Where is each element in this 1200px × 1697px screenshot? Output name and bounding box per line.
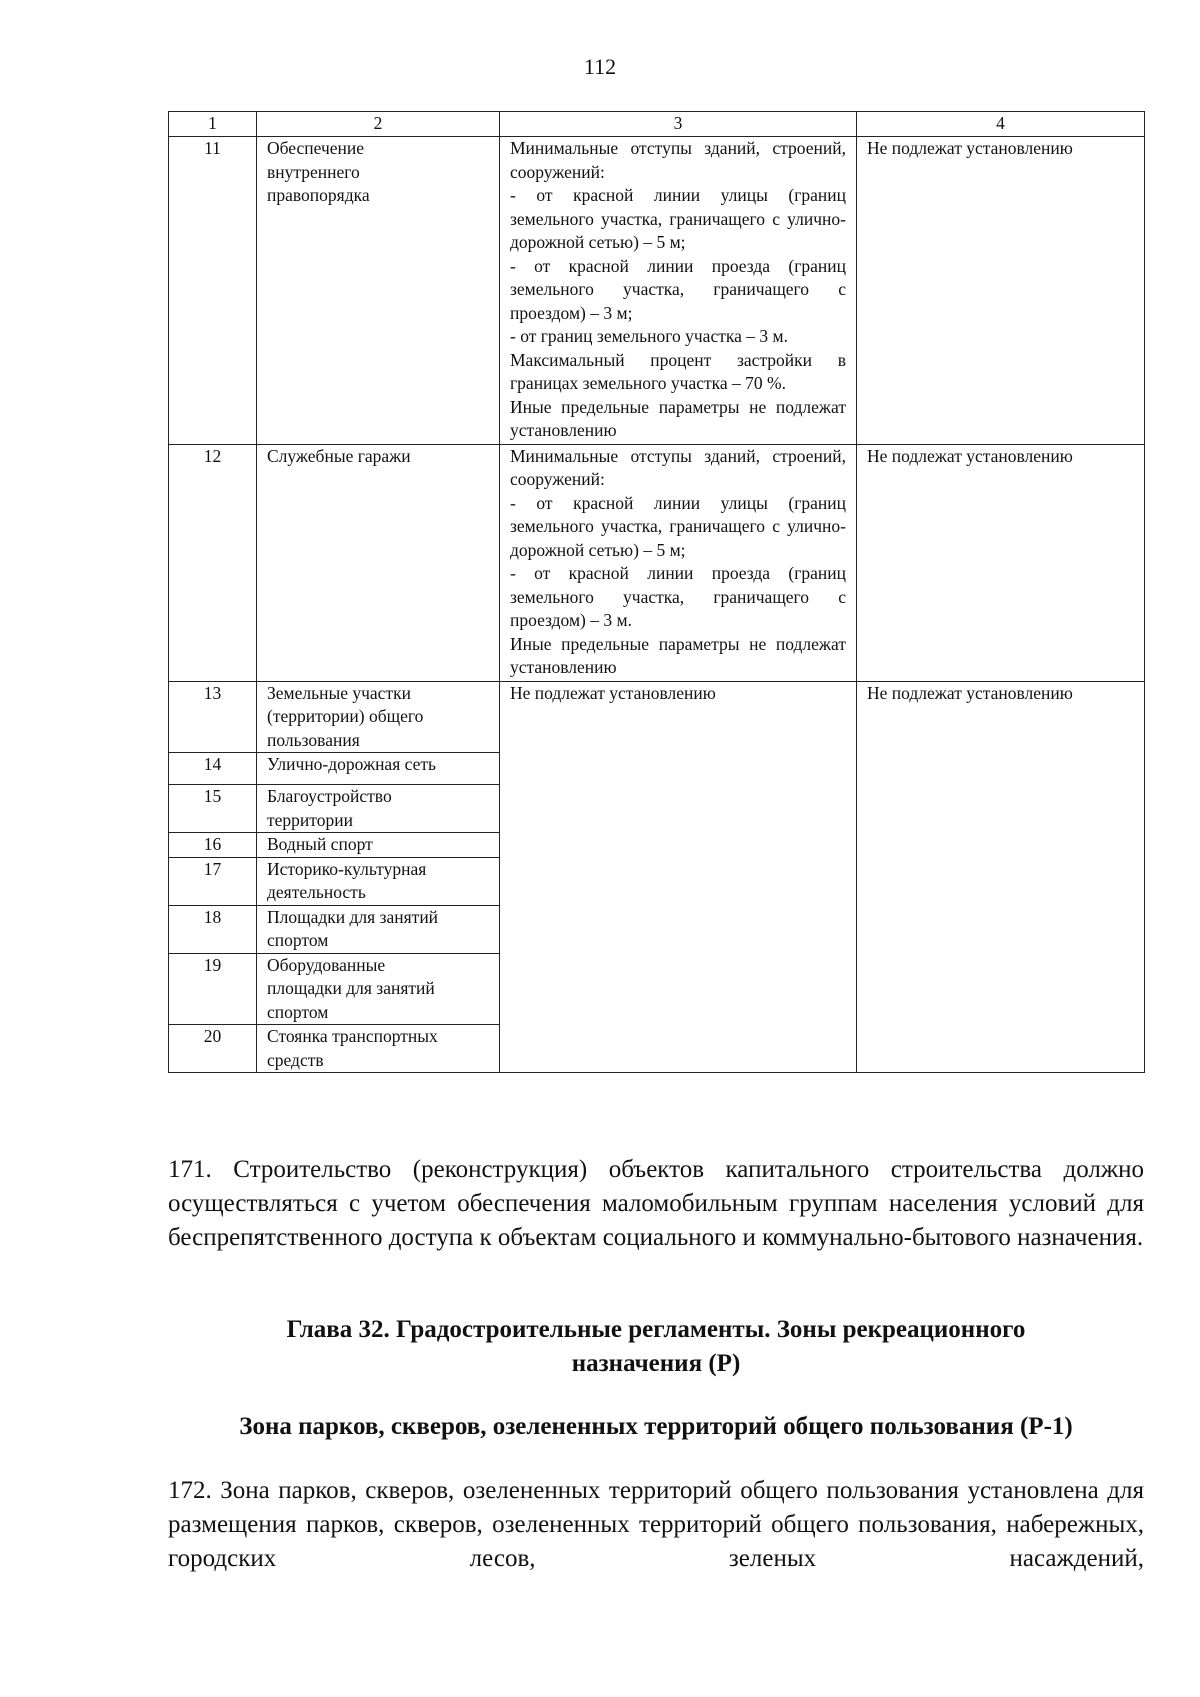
parameter-line: Минимальные отступы зданий, строений, сооружений: bbox=[510, 138, 846, 182]
row-number: 11 bbox=[169, 137, 257, 445]
parameter-line: - от красной линии улицы (границ земельного участка, граничащего с улично-дорожной сетью) – 5 м; bbox=[510, 185, 846, 252]
row-number: 18 bbox=[169, 905, 257, 953]
parameters-cell bbox=[500, 444, 857, 681]
parameter-line: Максимальный процент застройки в границах земельного участка – 70 %. bbox=[510, 349, 846, 393]
parameter-line: - от красной линии улицы (границ земельного участка, граничащего с улично-дорожной сетью) – 5 м; bbox=[510, 492, 846, 560]
column-header: 2 bbox=[257, 112, 500, 137]
parameter-line: - от красной линии проезда (границ земельного участка, граничащего с проездом) – 3 м. bbox=[510, 563, 846, 630]
group-limits-cell: Не подлежат установлению bbox=[857, 681, 1145, 1073]
use-type-name: Обеспечение внутреннего правопорядка bbox=[257, 137, 500, 445]
column-header: 3 bbox=[500, 112, 857, 137]
parameter-line: - от границ земельного участка – 3 м. bbox=[510, 326, 788, 346]
use-type-name: Стоянка транспортных средств bbox=[257, 1025, 500, 1073]
limits-cell: Не подлежат установлению bbox=[857, 137, 1145, 445]
row-number: 15 bbox=[169, 785, 257, 833]
regulations-table bbox=[168, 111, 1145, 1073]
row-number: 14 bbox=[169, 753, 257, 785]
use-type-name: Историко-культурная деятельность bbox=[257, 857, 500, 905]
zone-heading: Зона парков, скверов, озелененных территорий общего пользования (Р-1) bbox=[239, 1413, 1073, 1440]
row-number: 13 bbox=[169, 681, 257, 753]
page-number: 112 bbox=[583, 54, 617, 79]
use-type-name: Водный спорт bbox=[257, 833, 500, 858]
column-header: 4 bbox=[857, 112, 1145, 137]
use-type-name: Служебные гаражи bbox=[257, 444, 500, 681]
paragraph-171: 171. Строительство (реконструкция) объектов капитального строительства должно осуществляться с учетом обеспечения маломобильным группам населения условий для беспрепятственного доступа к объектам социального и коммунально-бытового назначения. bbox=[168, 1156, 1144, 1251]
parameter-line: - от красной линии проезда (границ земельного участка, граничащего с проездом) – 3 м; bbox=[510, 255, 846, 323]
use-type-name: Улично-дорожная сеть bbox=[257, 753, 500, 785]
use-type-name: Оборудованные площадки для занятий спортом bbox=[257, 953, 500, 1025]
use-type-name: Площадки для занятий спортом bbox=[257, 905, 500, 953]
row-number: 19 bbox=[169, 953, 257, 1025]
row-number: 20 bbox=[169, 1025, 257, 1073]
parameters-cell bbox=[500, 137, 857, 445]
column-header: 1 bbox=[169, 112, 257, 137]
parameter-line: Иные предельные параметры не подлежат установлению bbox=[510, 633, 846, 677]
row-number: 16 bbox=[169, 833, 257, 858]
use-type-name: Благоустройство территории bbox=[257, 785, 500, 833]
parameter-line: Иные предельные параметры не подлежат установлению bbox=[510, 396, 846, 440]
table-row bbox=[169, 444, 1145, 681]
chapter-heading: Глава 32. Градостроительные регламенты. Зоны рекреационного назначения (Р) bbox=[286, 1316, 1026, 1377]
parameter-line: Минимальные отступы зданий, строений, сооружений: bbox=[510, 445, 846, 489]
row-number: 12 bbox=[169, 444, 257, 681]
table-row bbox=[169, 137, 1145, 445]
row-number: 17 bbox=[169, 857, 257, 905]
table-header-row bbox=[169, 112, 1145, 137]
paragraph-172: 172. Зона парков, скверов, озелененных территорий общего пользования установлена для размещения парков, скверов, озелененных территорий общего пользования, набережных, городских лесов, зеленых насаждений, bbox=[168, 1477, 1144, 1572]
use-type-name: Земельные участки (территории) общего пользования bbox=[257, 681, 500, 753]
table-row bbox=[169, 681, 1145, 753]
group-parameters-cell: Не подлежат установлению bbox=[500, 681, 857, 1073]
limits-cell: Не подлежат установлению bbox=[857, 444, 1145, 681]
